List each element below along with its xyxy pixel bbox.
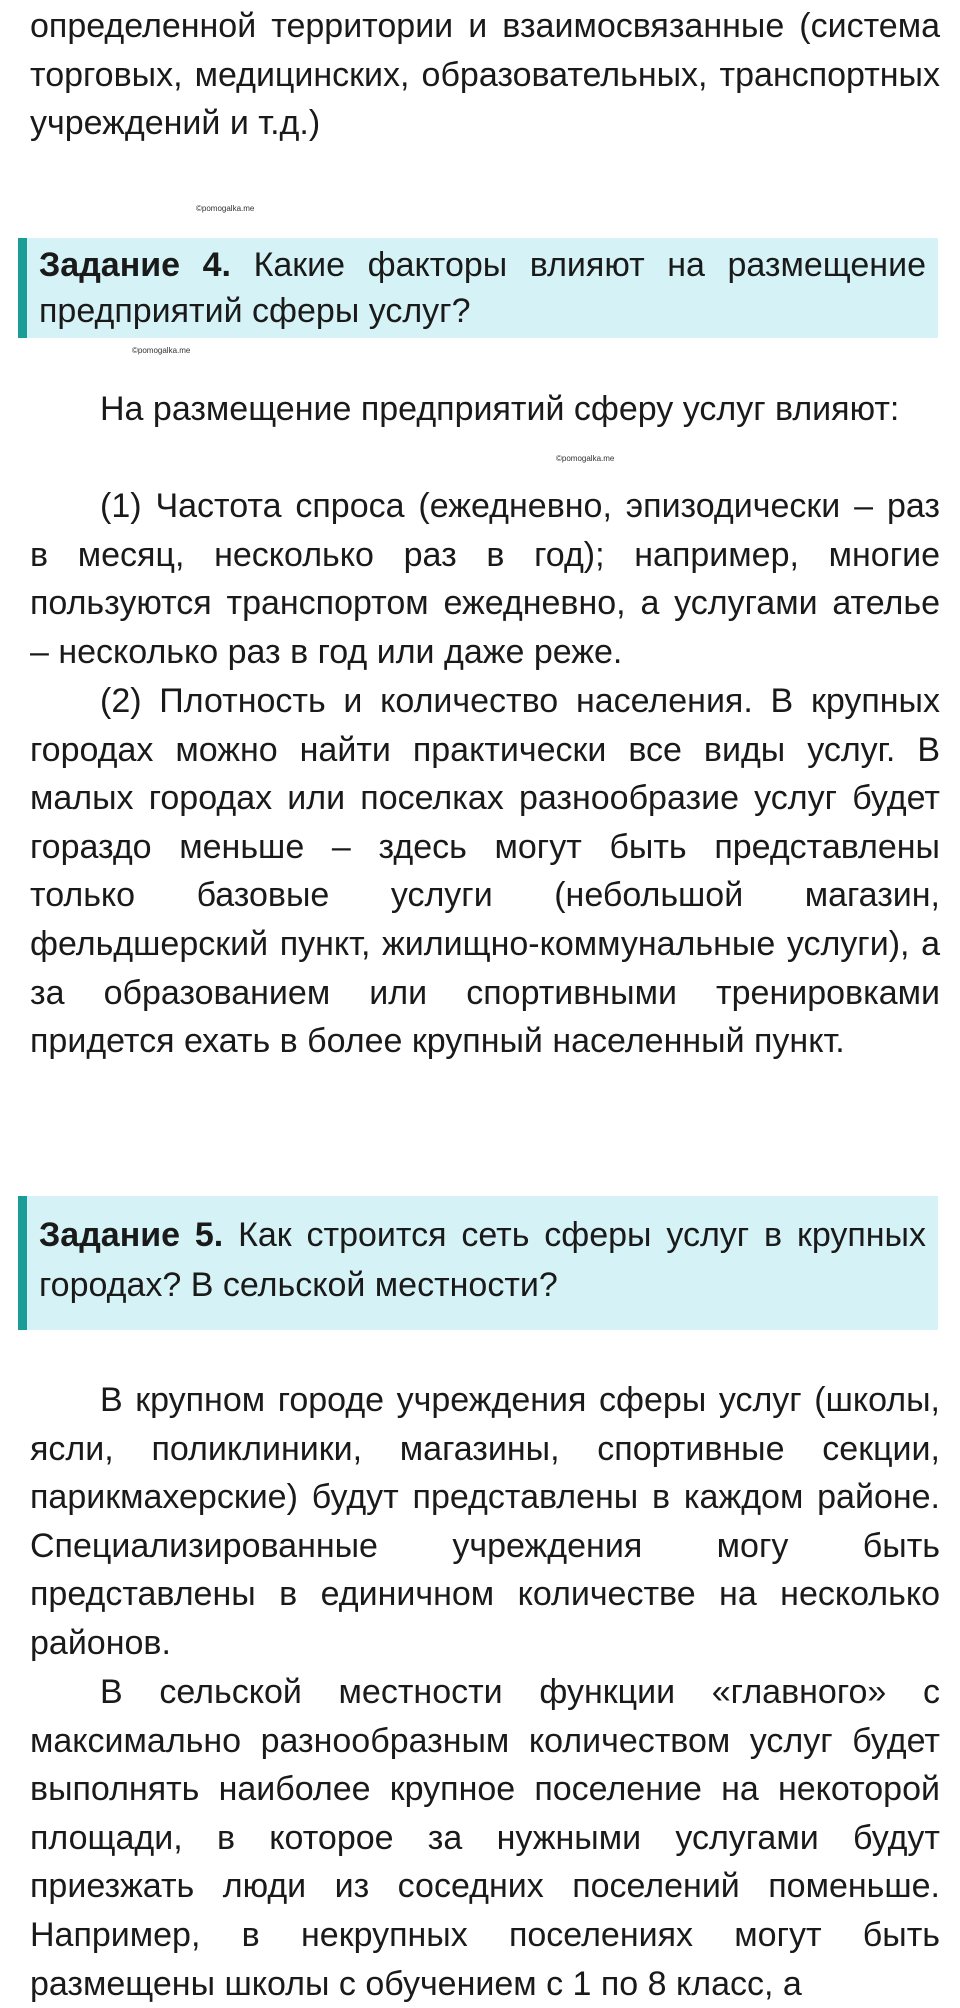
task5-label: Задание 5.: [39, 1216, 224, 1254]
task4-label: Задание 4.: [39, 246, 231, 284]
task4-heading: [39, 238, 926, 334]
task4-question: Какие факторы влияют на размещение предприятий сферы услуг?: [39, 246, 926, 330]
watermark: ©pomogalka.me: [196, 204, 255, 213]
intro-tail-paragraph: определенной территории и взаимосвязанные (система торговых, медицинских, образовательных, транспортных учреждений и т.д.): [30, 7, 940, 143]
task5-paragraph-rural: В сельской местности функции «главного» с максимально разнообразным количеством услуг будет выполнять наиболее крупное поселение на некоторой площади, в которое за нужными услугами будут приезжать люди из соседних поселений поменьше. Например, в некрупных поселениях могут быть размещены школы с обучением с 1 по 8 класс, а: [30, 1673, 940, 2003]
task5-heading: [39, 1196, 926, 1310]
task5-box: [18, 1196, 938, 1330]
task4-answer-lead: На размещение предприятий сферу услуг влияют:: [100, 390, 900, 428]
task5-paragraph-city: В крупном городе учреждения сферы услуг (школы, ясли, поликлиники, магазины, спортивные секции, парикмахерские) будут представлены в каждом районе. Специализированные учреждения могу быть представлены в единичном количестве на несколько районов.: [30, 1381, 940, 1662]
watermark: ©pomogalka.me: [132, 346, 191, 355]
task4-box: [18, 238, 938, 338]
task4-point1: (1) Частота спроса (ежедневно, эпизодически – раз в месяц, несколько раз в год); например, многие пользуются транспортом ежедневно, а услугами ателье – несколько раз в год или даже реже.: [30, 487, 940, 671]
task4-point2: (2) Плотность и количество населения. В крупных городах можно найти практически все виды услуг. В малых городах или поселках разнообразие услуг будет гораздо меньше – здесь могут быть представлены только базовые услуги (небольшой магазин, фельдшерский пункт, жилищно-коммунальные услуги), а за образованием или спортивными тренировками придется ехать в более крупный населенный пункт.: [30, 682, 940, 1061]
watermark: ©pomogalka.me: [556, 454, 615, 463]
task5-question: Как строится сеть сферы услуг в крупных городах? В сельской местности?: [39, 1216, 926, 1304]
